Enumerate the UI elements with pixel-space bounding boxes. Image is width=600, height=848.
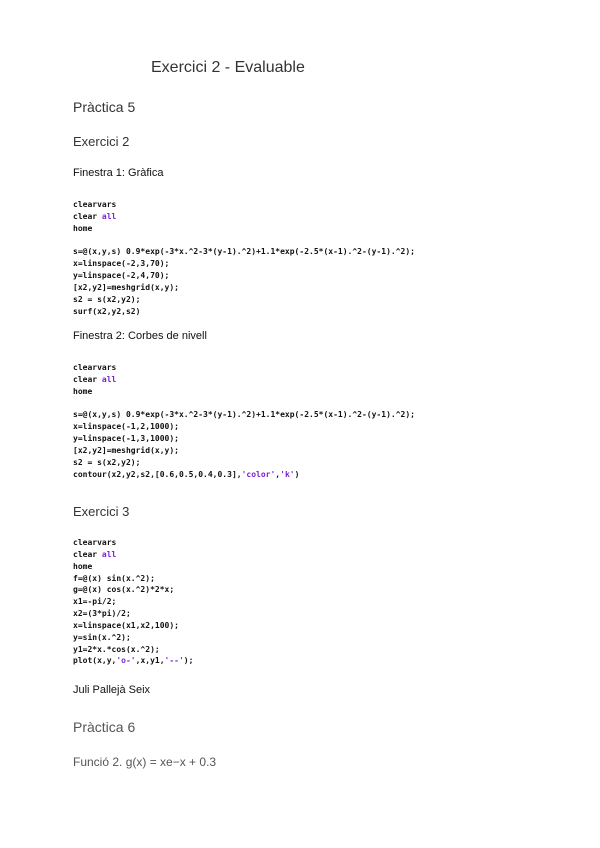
code-line: x1=-pi/2; xyxy=(73,597,117,607)
code-line: clearvars xyxy=(73,200,117,209)
code-line: x=linspace(-1,2,1000); xyxy=(73,422,179,432)
window-2-label: Finestra 2: Corbes de nivell xyxy=(73,330,207,342)
code-line: clear all xyxy=(73,549,117,559)
code-block-window-1 xyxy=(73,199,415,317)
code-line: x=linspace(x1,x2,100); xyxy=(73,620,179,630)
code-line: x2=(3*pi)/2; xyxy=(73,609,131,619)
code-line: home xyxy=(73,561,93,571)
author-name: Juli Pallejà Seix xyxy=(73,684,151,696)
code-line: y=sin(x.^2); xyxy=(73,632,131,642)
code-line: [x2,y2]=meshgrid(x,y); xyxy=(73,282,179,292)
code-line: f=@(x) sin(x.^2); xyxy=(73,573,155,583)
code-line: clear all xyxy=(73,374,117,384)
funcio-2-heading: Funció 2. g(x) = xe−x + 0.3 xyxy=(73,755,217,769)
code-line: s2 = s(x2,y2); xyxy=(73,457,141,467)
exercici-3-heading: Exercici 3 xyxy=(73,504,130,519)
code-line: surf(x2,y2,s2) xyxy=(73,306,141,316)
code-line: plot(x,y,'o-',x,y1,'--'); xyxy=(73,656,194,666)
code-line: s2 = s(x2,y2); xyxy=(73,294,141,304)
code-line: y=linspace(-2,4,70); xyxy=(73,271,170,281)
code-line: contour(x2,y2,s2,[0.6,0.5,0.4,0.3],'color','k') xyxy=(73,469,300,479)
code-line: s=@(x,y,s) 0.9*exp(-3*x.^2-3*(y-1).^2)+1.1*exp(-2.5*(x-1).^2-(y-1).^2); xyxy=(73,410,415,420)
window-1-label: Finestra 1: Gràfica xyxy=(73,167,164,179)
code-line: clearvars xyxy=(73,363,117,372)
code-line: x=linspace(-2,3,70); xyxy=(73,259,170,269)
code-line: s=@(x,y,s) 0.9*exp(-3*x.^2-3*(y-1).^2)+1.1*exp(-2.5*(x-1).^2-(y-1).^2); xyxy=(73,247,415,257)
code-line: clear all xyxy=(73,211,117,221)
code-line: home xyxy=(73,386,93,396)
document-title: Exercici 2 - Evaluable xyxy=(151,59,305,76)
code-line: home xyxy=(73,223,93,233)
code-line: clearvars xyxy=(73,538,117,547)
code-line: [x2,y2]=meshgrid(x,y); xyxy=(73,445,179,455)
code-line: y=linspace(-1,3,1000); xyxy=(73,434,179,444)
practica-6-heading: Pràctica 6 xyxy=(73,719,136,735)
code-line xyxy=(73,398,415,410)
code-block-exercici-3 xyxy=(73,537,193,667)
code-line xyxy=(73,235,415,247)
code-line: y1=2*x.*cos(x.^2); xyxy=(73,644,160,654)
practica-5-heading: Pràctica 5 xyxy=(73,99,136,115)
code-block-window-2 xyxy=(73,362,415,480)
code-line: g=@(x) cos(x.^2)*2*x; xyxy=(73,585,175,595)
exercici-2-heading: Exercici 2 xyxy=(73,134,130,149)
